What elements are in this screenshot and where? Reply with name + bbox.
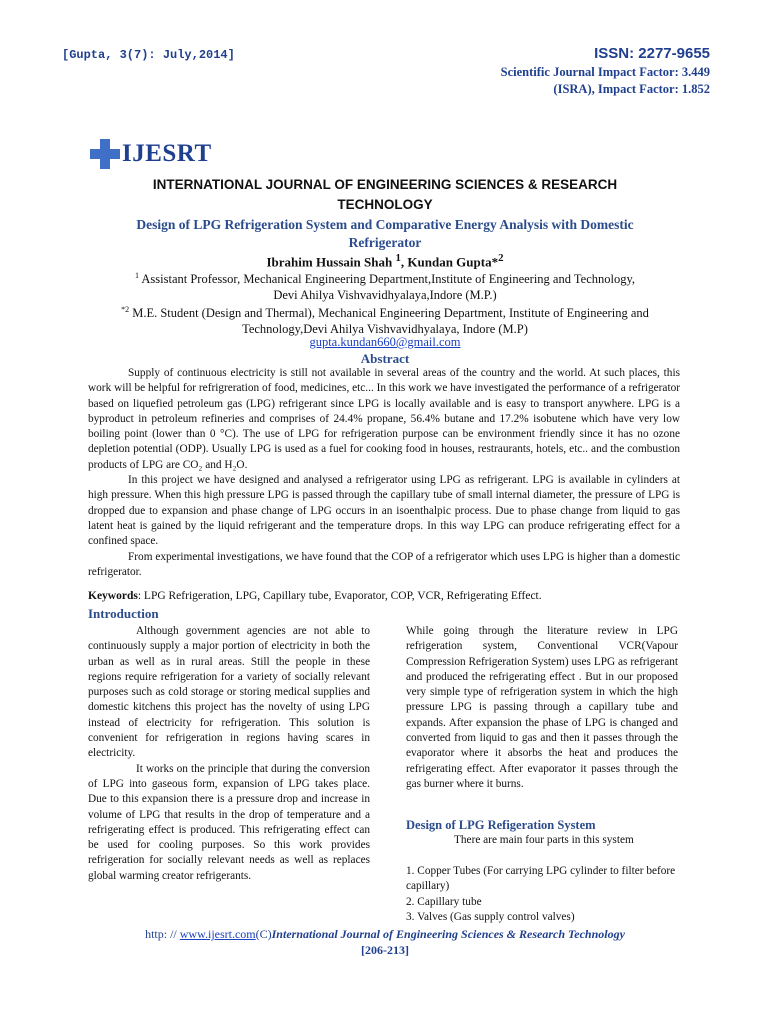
aff2-line1: M.E. Student (Design and Thermal), Mechanical Engineering Department, Institute of Engineering and — [129, 306, 649, 321]
intro-left-paragraph-1: Although government agencies are not able to continuously supply a major portion of electricity in both the urban as well as in rural areas. Still the people in these regions require refrigeration for a variety of socially relevant purposes such as cold storage or storing medical supplies and domestic kitchens this project has the novelty of using LPG instead of electricity for refrigeration. This solution is convenient for refrigeration in regions having scares in electricity. — [88, 625, 370, 760]
affiliation-2 — [60, 302, 710, 337]
logo-text: IJESRT — [122, 140, 212, 167]
introduction-right-column — [406, 624, 678, 792]
footer-copyright: (C) — [255, 927, 272, 941]
keywords-label: Keywords — [88, 590, 138, 602]
list-item: 2. Capillary tube — [406, 895, 482, 908]
introduction-left-column — [88, 624, 370, 884]
aff1-line1: Assistant Professor, Mechanical Engineering Department,Institute of Engineering and Technology, — [138, 272, 636, 287]
issn-label: ISSN: 2277-9655 — [594, 45, 710, 62]
page-footer — [60, 926, 710, 958]
abstract-paragraph-1: Supply of continuous electricity is still not available in several areas of the country and the world. At such places, this work will be helpful for refrigreration of food, medicines, etc... In this work we have investigated the performance of a refrigerator based on liquefied petroleum gas (LPG) refrigerant since LPG is locally available and is easy to transport anywhere. LPG is a byproduct in petroleum refineries and comprises of 24.4% propane, 56.4% butane and 17.2% isobutene which have very low boiling point (lower than 0 °C). The use of LPG for refrigeration purpose can be environment friendly since it has no ozone depletion potential (ODP). Usually LPG is used as a fuel for cooking food in houses, restraurants, hotels, etc.. and the combustion products of LPG are CO₂ and H₂O. — [88, 367, 680, 471]
footer-page-range: [206-213] — [361, 943, 409, 957]
list-item: 3. Valves (Gas supply control valves) — [406, 910, 575, 923]
author-1: Ibrahim Hussain Shah — [266, 254, 393, 270]
abstract-body — [88, 366, 680, 580]
plus-cross-icon — [90, 139, 120, 169]
author-2-sup: 2 — [498, 252, 504, 264]
paper-title-line1: Design of LPG Refrigeration System and Comparative Energy Analysis with Domestic — [136, 217, 634, 232]
impact-factor-2: (ISRA), Impact Factor: 1.852 — [553, 82, 710, 96]
aff1-sup: 1 — [134, 271, 139, 280]
aff2-line2: Technology,Devi Ahilya Vishvavidhyalaya, Indore (M.P) — [242, 322, 528, 337]
abstract-paragraph-2: In this project we have designed and analysed a refrigerator using LPG as refrigerant. LPG is available in cylinders at high pressure. When this high pressure LPG is passed through the capillary tube of small internal diameter, the pressure of LPG is dropped due to expansion and phase change of LPG occurs in an isoenthalpic process. Due to phase change from liquid to gas latent heat is gained by the liquid refrigerant and the temperature drops. In this way LPG can produce refrigerating effect for a confined space. — [88, 474, 680, 548]
journal-name — [70, 175, 700, 215]
author-2: Kundan Gupta* — [407, 254, 499, 270]
affiliation-1 — [60, 268, 710, 303]
design-intro: There are main four parts in this system — [454, 834, 634, 846]
citation-header: [Gupta, 3(7): July,2014] — [62, 48, 235, 62]
author-email-link[interactable]: gupta.kundan660@gmail.com — [309, 335, 461, 349]
design-heading: Design of LPG Refigeration System — [406, 818, 596, 832]
list-item: 1. Copper Tubes (For carrying LPG cylinder to filter before capillary) — [406, 865, 676, 893]
abstract-paragraph-3: From experimental investigations, we have found that the COP of a refrigerator which uses LPG is higher than a domestic refrigerator. — [88, 550, 680, 578]
paper-title-line2: Refrigerator — [348, 235, 422, 250]
intro-right-paragraph-1: While going through the literature review in LPG refrigeration system, Conventional VCR(Vapour Compression Refrigeration System) uses LPG as refrigerant and produced the refrigerating effect . But in our proposed very simple type of refrigeration system in which the high pressure LPG is passing through a capillary tube and expands. After expansion the phase of LPG is changed and converted from liquid to gas and then it passes through the evaporator where it absorbs the heat and produces the refrigerating effect. After evaporator it passes through the gas burner where it burns. — [406, 625, 678, 790]
aff1-line2: Devi Ahilya Vishvavidhyalaya,Indore (M.P.) — [273, 288, 497, 303]
abstract-heading: Abstract — [360, 351, 410, 366]
author-1-sup: 1 — [395, 252, 401, 264]
keywords — [88, 590, 688, 602]
keywords-text: : LPG Refrigeration, LPG, Capillary tube, Evaporator, COP, VCR, Refrigerating Effect. — [137, 590, 542, 602]
impact-header — [501, 44, 710, 98]
introduction-heading: Introduction — [88, 606, 159, 621]
intro-left-paragraph-2: It works on the principle that during the conversion of LPG into gaseous form, expansion of LPG takes place. Due to this expansion there is a pressure drop and increase in volume of LPG that results in the drop of temperature and a refrigerating effect is produced. This refrigerating effect can be used for cooling purposes. So this work provides refrigeration for socially relevant needs as well as replaces global warming creator refrigerants. — [88, 762, 370, 882]
journal-logo — [90, 137, 212, 171]
author-separator: , — [400, 254, 408, 270]
paper-title — [95, 216, 675, 252]
journal-name-line1: INTERNATIONAL JOURNAL OF ENGINEERING SCIENCES & RESEARCH — [152, 177, 618, 192]
journal-name-line2: TECHNOLOGY — [337, 197, 433, 212]
aff2-sup: *2 — [121, 305, 130, 314]
parts-list — [406, 864, 681, 925]
impact-factor-1: Scientific Journal Impact Factor: 3.449 — [500, 65, 710, 79]
footer-prefix: http: // — [145, 927, 180, 941]
footer-website-link[interactable]: www.ijesrt.com — [179, 927, 256, 941]
footer-journal-name: International Journal of Engineering Sciences & Research Technology — [271, 927, 625, 941]
